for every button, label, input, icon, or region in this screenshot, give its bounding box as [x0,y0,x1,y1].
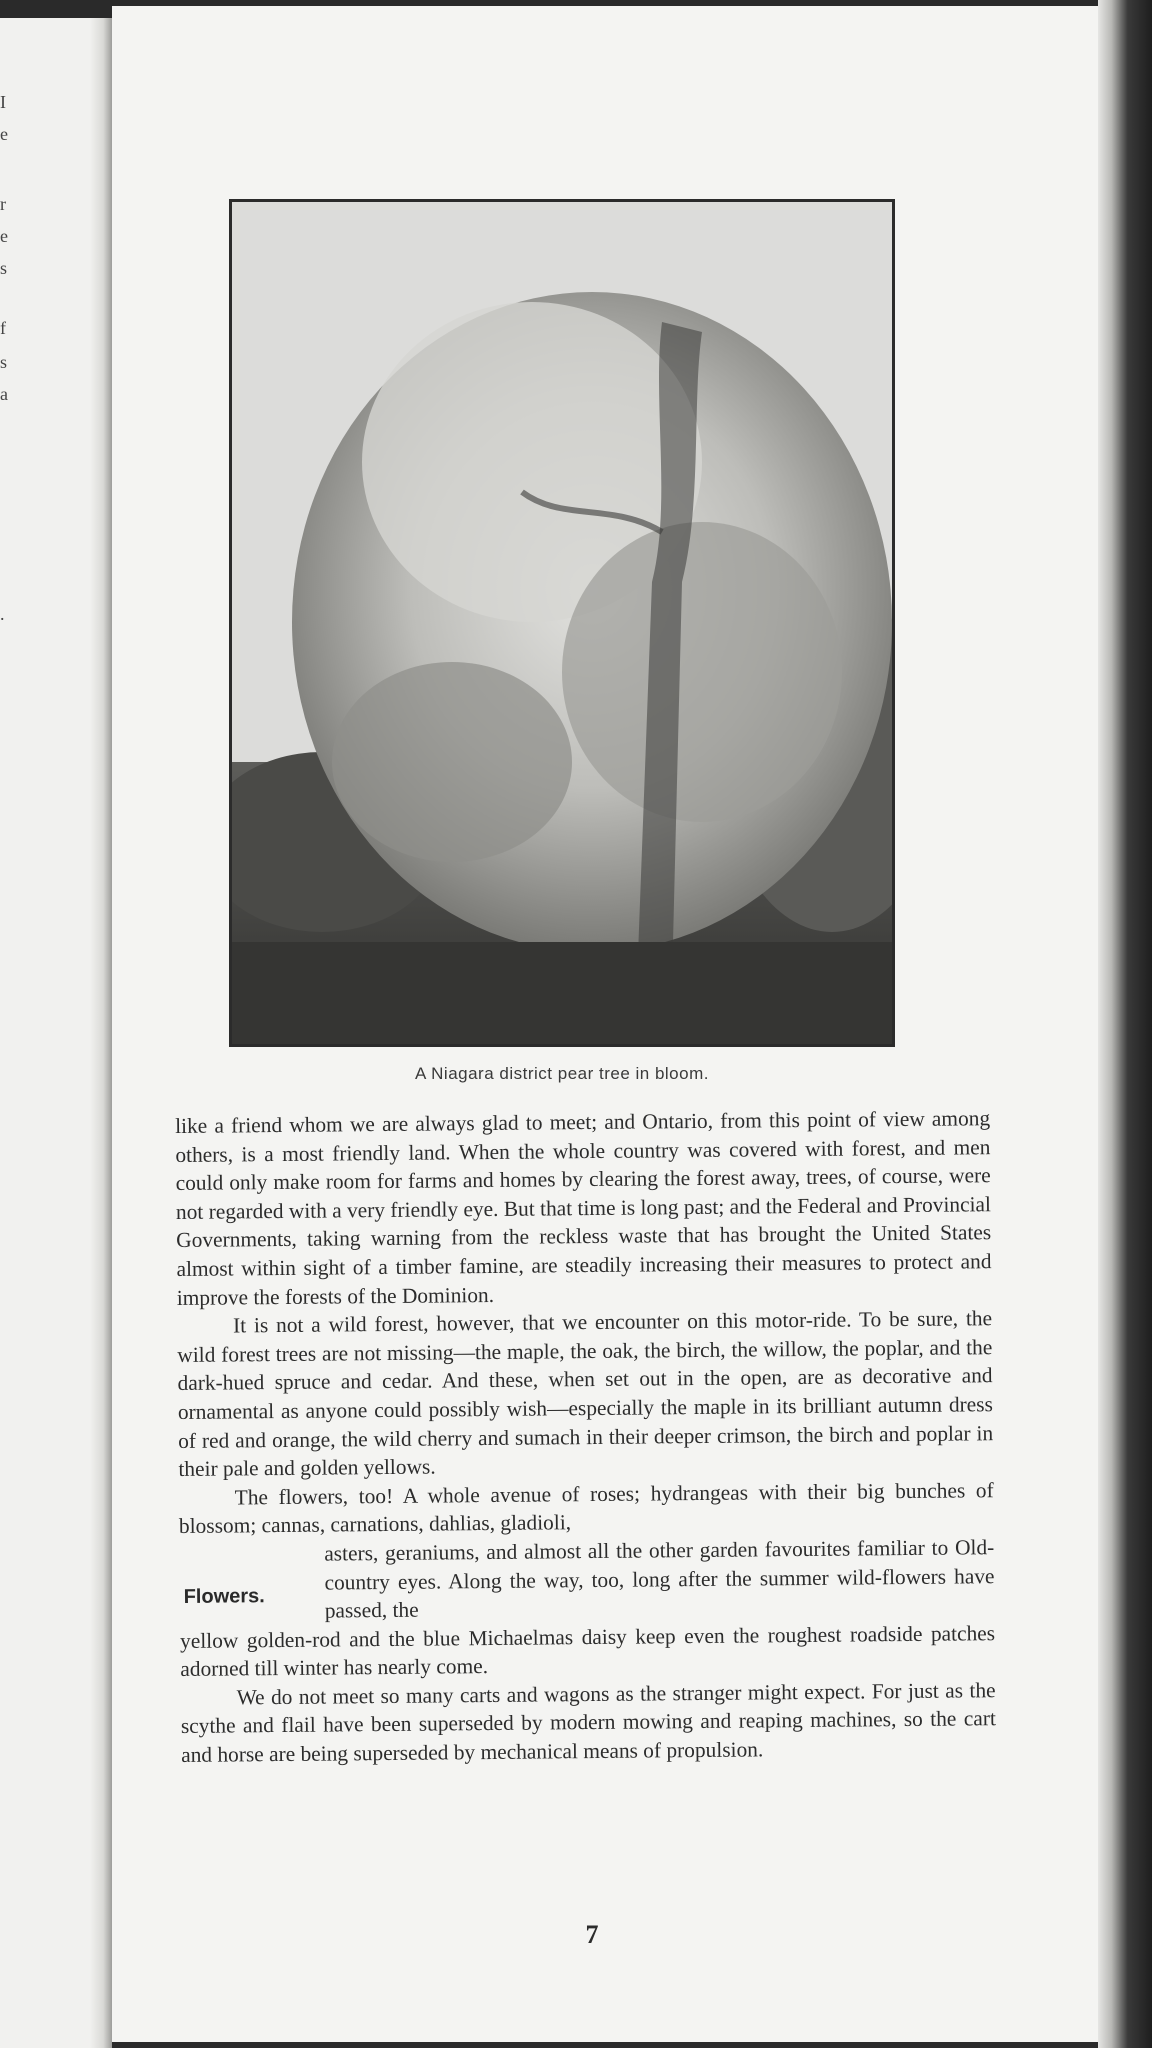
paragraph: It is not a wild forest, however, that we encounter on this motor-ride. To be sure, the wild forest trees are not missing—the maple, the oak, the birch, the willow, the poplar, and the dark-hued spruce and cedar. And these, when set out in the open, are as decorative and ornamental as anyone could possibly wish—especially the maple in its brilliant autumn dress of red and orange, the wild cherry and sumach in their deeper crimson, the birch and poplar in their pale and golden yellows. [177,1306,994,1482]
facing-page-fragment: I [0,92,6,112]
pear-tree-illustration [232,202,892,1044]
page-edge-shadow [1098,0,1152,2048]
facing-page-fragment: s [0,352,8,372]
photo-caption: A Niagara district pear tree in bloom. [415,1064,709,1083]
paragraph: We do not meet so many carts and wagons as the stranger might expect. For just as the scythe and flail have been superseded by modern mowing and reaping machines, so the cart and horse are being superseded by mechanical means of propulsion. [180,1678,996,1768]
paragraph: asters, geraniums, and almost all the other garden favourites familiar to Old-country eyes. Along the way, too, long after the summer wild-flowers have passed, the [324,1535,995,1623]
page-number: 7 [585,1920,599,1949]
facing-page-fragment: . [0,604,5,624]
facing-page-fragment: e [0,226,8,246]
facing-page-fragment: r [0,194,6,214]
pear-tree-photo [229,199,895,1047]
facing-page-fragment: a [0,384,8,404]
paragraph: The flowers, too! A whole avenue of roses; hydrangeas with their big bunches of blossom; cannas, carnations, dahlias, gladioli, [178,1477,994,1539]
facing-page [0,18,111,2048]
book-gutter [90,18,112,2048]
facing-page-fragment: s [0,258,8,278]
facing-page-fragment: e [0,124,8,144]
paragraph: yellow golden-rod and the blue Michaelmas daisy keep even the roughest roadside patches adorned till winter has nearly come. [179,1620,996,1682]
paragraph: like a friend whom we are always glad to meet; and Ontario, from this point of view among others, is a most friendly land. When the whole country was covered with forest, and men could only make room for farms and homes by clearing the forest away, trees, of course, were not regarded with a very friendly eye. But that time is long past; and the Federal and Provincial Governments, taking warning from the reckless waste that has brought the United States almost within sight of a timber famine, are steadily increasing their measures to protect and improve the forests of the Dominion. [175,1106,992,1310]
body-text [175,1104,996,1769]
margin-note-flowers: Flowers. [183,1585,265,1608]
facing-page-fragment: f [0,318,6,338]
flowers-section [179,1533,995,1627]
